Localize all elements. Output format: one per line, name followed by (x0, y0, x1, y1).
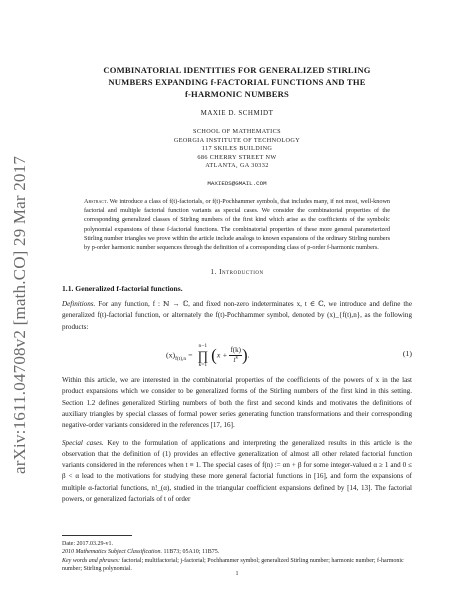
equation-1 (62, 337, 412, 369)
title-line: f-HARMONIC NUMBERS (184, 89, 290, 99)
eq-lhs-subscript: f(t),n (175, 355, 187, 362)
footnote-rule (62, 535, 132, 536)
prod-lower-limit: k=1 (198, 362, 208, 369)
affiliation (62, 128, 412, 171)
prod-upper-limit: n−1 (198, 343, 208, 350)
abstract-text: We introduce a class of f(t)-factorials, or f(t)-Pochhammer symbols, that includes many, if not most, well-known factorial and multiple factorial function variants as special cases. We consider the combinatorial properties of the corresponding generalized classes of Stirling numbers of the first kind which arise as the coefficients of the symbolic polynomial expansions of these f-factorial functions. The combinatorial properties of these more general parameterized Stirling number triangles we prove within the article include analogs to known expansions of the ordinary Stirling numbers by p-order harmonic number sequences through the definition of a corresponding class of p-order f-harmonic numbers. (84, 197, 391, 251)
affiliation-line: 686 CHERRY STREET NW (197, 153, 277, 161)
abstract (84, 197, 390, 252)
author-name: MAXIE D. SCHMIDT (200, 109, 274, 117)
left-paren: ( (211, 345, 217, 365)
equation-body (166, 343, 250, 368)
footnote-msc (62, 548, 412, 556)
title-line: NUMBERS EXPANDING f-FACTORIAL FUNCTIONS AND THE (108, 77, 366, 87)
frac-den-base: t (233, 356, 236, 365)
footnote-keywords-label: Key words and phrases: (62, 557, 120, 564)
footnote-date (62, 540, 412, 548)
definitions-text: For any function, f : ℕ → ℂ, and fixed non-zero indeterminates x, t ∈ ℂ, we introduce and define the generalized f(t)-factorial function, or alternately the f(t)-Pochhammer symbol, denoted by (x)_{f(t),n}, as the following products: (62, 300, 413, 331)
frac-numerator: f(k) (230, 346, 241, 355)
affiliation-line: SCHOOL OF MATHEMATICS (193, 128, 281, 135)
eq-equals: = (186, 350, 195, 360)
paper-title (62, 64, 412, 100)
author-email[interactable]: MAXIEDS@GMAIL.COM (207, 179, 267, 187)
definitions-paragraph (62, 299, 412, 333)
right-paren: ) (241, 345, 248, 365)
eq-fraction (229, 346, 242, 365)
arxiv-stamp (6, 120, 34, 510)
special-cases-paragraph (62, 438, 412, 506)
section-heading (62, 268, 412, 276)
arxiv-stamp-text: arXiv:1611.04708v2 [math.CO] 29 Mar 2017 (10, 155, 29, 475)
within-paragraph: Within this article, we are interested in the combinatorial properties of the coefficients of the powers of x in the last product expansions which we consider to be generalized forms of the Stirling numbers of the first kind in this setting. Section 1.2 defines generalized Stirling numbers of both the first and second kinds and motivates the definitions of auxiliary triangles by special classes of formal power series generating function transformations and their corresponding negative-order variants considered in the references [17, 16]. (62, 376, 412, 430)
affiliation-line: 117 SKILES BUILDING (201, 145, 273, 153)
footnote-msc-codes: 11B73; 05A10; 11B75. (163, 549, 220, 556)
footnotes (62, 535, 412, 573)
eq-tail: . (247, 350, 250, 360)
footnote-msc-label: 2010 Mathematics Subject Classification. (62, 549, 162, 556)
affiliation-line: ATLANTA, GA 30332 (205, 162, 269, 170)
footnote-keywords-text: factorial; multifactorial; j-factorial; Pochhammer symbol; generalized Stirling number; harmonic number; f-harmonic number; Stirling polynomial. (62, 557, 404, 572)
paper-page (62, 64, 412, 505)
abstract-label: Abstract. (84, 197, 109, 205)
special-cases-text: Key to the formulation of applications and interpreting the generalized results in this article is the observation that the definition of (1) provides an effective generalization of almost all other related factorial function variants considered in the references when t ≡ 1. The special cases of f(n) := αn + β for some integer-valued α ≥ 1 and 0 ≤ β < α lead to the motivations for studying these more general factorial functions in [16], and form the expansions of multiple α-factorial functions, n!_(α), studied in the triangular coefficient expansions defined by [14, 13]. The factorial powers, or generalized factorials of t of order (62, 438, 412, 504)
subsection-heading: 1.1. Generalized f-factorial functions. (62, 284, 183, 294)
equation-number: (1) (402, 349, 412, 359)
title-line: COMBINATORIAL IDENTITIES FOR GENERALIZED STIRLING (103, 65, 371, 75)
section-title: 1. Introduction (210, 268, 264, 277)
frac-den-exponent: k (235, 355, 238, 361)
footnote-date-text: Date: 2017.03.29-v1. (62, 541, 113, 547)
eq-inner: x + (216, 350, 230, 360)
frac-denominator (229, 356, 242, 365)
special-cases-lead: Special cases. (62, 438, 104, 447)
definitions-lead: Definitions. (62, 300, 96, 309)
eq-lhs: (x) (166, 350, 176, 360)
product-operator (197, 343, 208, 368)
prod-symbol: ∏ (197, 348, 209, 364)
page-number: 1 (235, 571, 239, 577)
affiliation-line: GEORGIA INSTITUTE OF TECHNOLOGY (173, 136, 301, 144)
